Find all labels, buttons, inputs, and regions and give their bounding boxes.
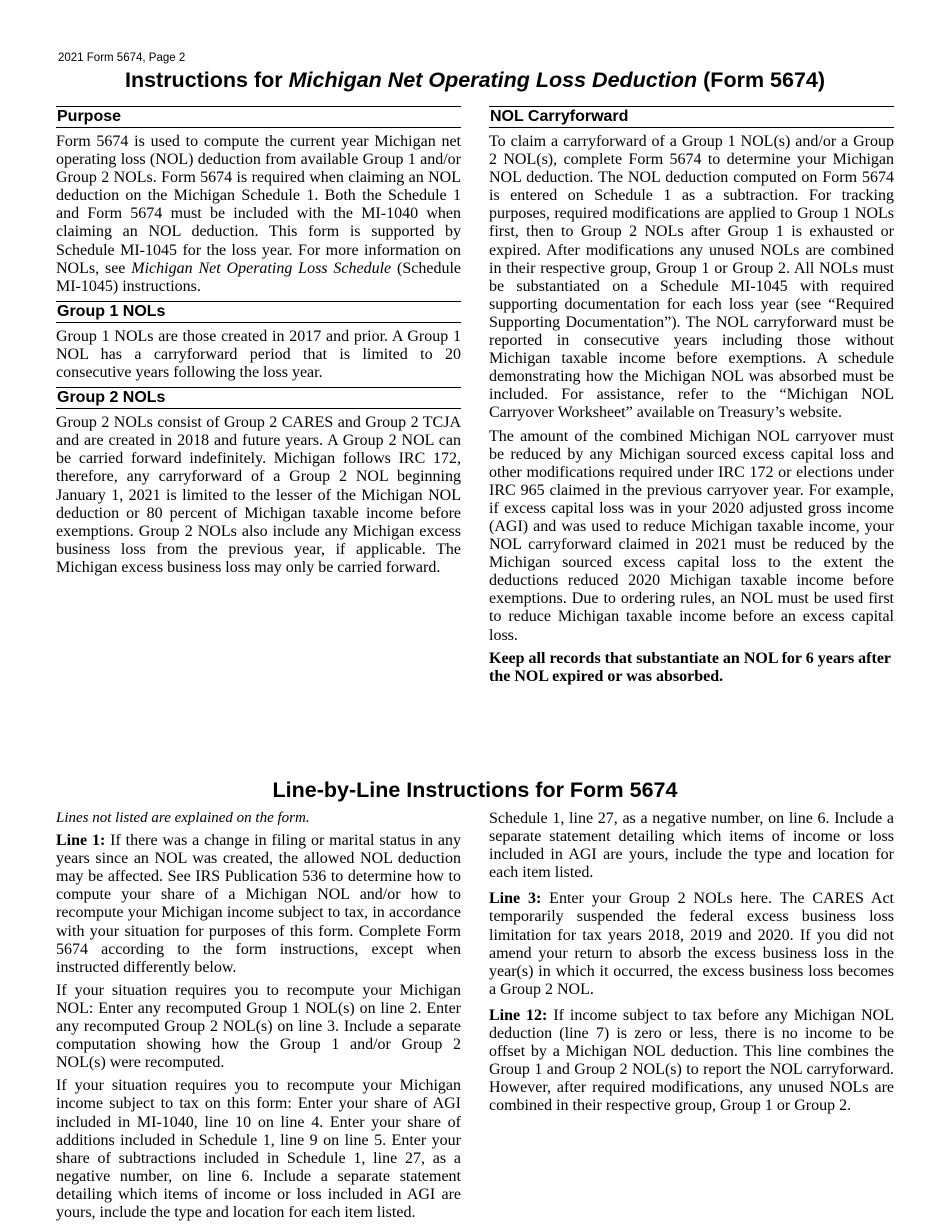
line12-text: If income subject to tax before any Michigan NOL deduction (line 7) is zero or less, there is no income to be offset by a Michigan NOL deduction. This line combines the Group 1 and Group 2 NOL(s) to report the NOL carryforward. However, after required modifications, any unused NOLs are combined in their respective group, Group 1 or Group 2. — [489, 1006, 894, 1115]
group1-paragraph: Group 1 NOLs are those created in 2017 and prior. A Group 1 NOL has a carryforward period that is limited to 20 consecutive years following the loss year. — [56, 327, 461, 382]
line3-paragraph — [489, 890, 894, 999]
left-column-top — [56, 106, 461, 582]
group2-paragraph: Group 2 NOLs consist of Group 2 CARES and Group 2 TCJA and are created in 2018 and future years. A Group 2 NOL can be carried forward indefinitely. Michigan follows IRC 172, therefore, any carryforward of a Group 2 NOL beginning January 1, 2021 is limited to the lesser of the Michigan NOL deduction or 80 percent of Michigan taxable income before exemptions. Group 2 NOLs also include any Michigan excess business loss from the previous year, if applicable. The Michigan excess business loss may only be carried forward. — [56, 414, 461, 576]
line1-text: If there was a change in filing or marital status in any years since an NOL was created, the allowed NOL deduction may be affected. See IRS Publication 536 to determine how to compute your share of a Michigan NOL and/or how to recompute your Michigan income subject to tax, in accordance with your situation for purposes of this form. Complete Form 5674 according to the form instructions, except when instructed differently below. — [56, 832, 461, 976]
line-by-line-intro: Lines not listed are explained on the form. — [56, 810, 310, 826]
recompute-income-continued: Schedule 1, line 27, as a negative number, on line 6. Include a separate statement detailing which items of income or loss included in AGI are yours, include the type and location for each item listed. — [489, 810, 894, 882]
group1-heading: Group 1 NOLs — [56, 301, 461, 323]
right-column-bottom — [489, 810, 894, 1121]
line1-paragraph — [56, 832, 461, 977]
purpose-text-b: (Schedule MI-1045) instructions. — [56, 259, 461, 295]
line-by-line-title: Line-by-Line Instructions for Form 5674 — [272, 778, 678, 802]
title-italic: Michigan Net Operating Loss Deduction — [288, 68, 698, 92]
line3-label: Line 3: — [489, 890, 542, 908]
recompute-income-paragraph: If your situation requires you to recompute your Michigan income subject to tax on this form: Enter your share of AGI included in MI-1040, line 10 on line 4. Enter your share of additions included in Schedule 1, line 9 on line 5. Enter your share of subtractions included in Schedule 1, line 27, as a negative number, on line 6. Include a separate statement detailing which items of income or loss included in AGI are yours, include the type and location for each item listed. — [56, 1077, 461, 1221]
recompute-nol-paragraph: If your situation requires you to recompute your Michigan NOL: Enter any recomputed Group 1 NOL(s) on line 2. Enter any recomputed Group 2 NOL(s) on line 3. Include a separate computation showing how the Group 1 and/or Group 2 NOL(s) were recomputed. — [56, 981, 461, 1072]
carryforward-heading: NOL Carryforward — [489, 106, 894, 128]
title-prefix: Instructions for — [124, 68, 289, 92]
purpose-heading: Purpose — [56, 106, 461, 128]
line3-text: Enter your Group 2 NOLs here. The CARES Act temporarily suspended the federal excess business loss limitation for tax years 2018, 2019 and 2020. If you did not amend your return to absorb the excess business loss in the year(s) in which it occurred, the excess business loss becomes a Group 2 NOL. — [489, 890, 894, 998]
group2-heading: Group 2 NOLs — [56, 387, 461, 409]
line12-paragraph — [489, 1007, 894, 1116]
line1-label: Line 1: — [56, 832, 106, 850]
page-header: 2021 Form 5674, Page 2 — [58, 52, 186, 64]
purpose-paragraph — [56, 133, 461, 296]
title-suffix: (Form 5674) — [697, 68, 826, 92]
purpose-text-italic: Michigan Net Operating Loss Schedule — [131, 259, 392, 277]
line12-label: Line 12: — [489, 1006, 548, 1024]
left-column-bottom — [56, 809, 461, 1221]
carryforward-records-note: Keep all records that substantiate an NOL for 6 years after the NOL expired or was absorbed. — [489, 649, 891, 685]
right-column-top — [489, 106, 894, 691]
page-title — [0, 68, 950, 93]
carryforward-paragraph-2: The amount of the combined Michigan NOL carryover must be reduced by any Michigan sourced excess capital loss and other modifications required under IRC 172 or elections under IRC 965 claimed in the previous carryover year. For example, if excess capital loss was in your 2020 adjusted gross income (AGI) and was used to reduce Michigan taxable income, your NOL carryforward claimed in 2021 must be reduced by the Michigan sourced excess capital loss to the extent the deductions reduced 2020 Michigan taxable income before exemptions. Due to ordering rules, an NOL must be used first to reduce Michigan taxable income before an excess capital loss. — [489, 427, 894, 644]
carryforward-paragraph-1: To claim a carryforward of a Group 1 NOL(s) and/or a Group 2 NOL(s), complete Form 5674 to determine your Michigan NOL deduction. The NOL deduction computed on Form 5674 is entered on Schedule 1 as a subtraction. For tracking purposes, required modifications are applied to Group 1 NOLs first, then to Group 2 NOLs after Group 1 is exhausted or expired. After modifications any unused NOLs are combined in their respective group, Group 1 or Group 2. All NOLs must be substantiated on a Schedule MI-1045 with required supporting documentation for each loss year (see “Required Supporting Documentation”). The NOL carryforward must be reported in consecutive years including those without Michigan taxable income before exemptions. A schedule demonstrating how the Michigan NOL was absorbed must be included. For assistance, refer to the “Michigan NOL Carryover Worksheet” available on Treasury’s website. — [489, 133, 894, 422]
purpose-text-a: Form 5674 is used to compute the current year Michigan net operating loss (NOL) deduction from available Group 1 and/or Group 2 NOLs. Form 5674 is required when claiming an NOL deduction on the Michigan Schedule 1. Both the Schedule 1 and Form 5674 must be included with the MI-1040 when claiming an NOL deduction. This form is supported by Schedule MI-1045 for the loss year. For more information on NOLs, see — [56, 133, 461, 277]
